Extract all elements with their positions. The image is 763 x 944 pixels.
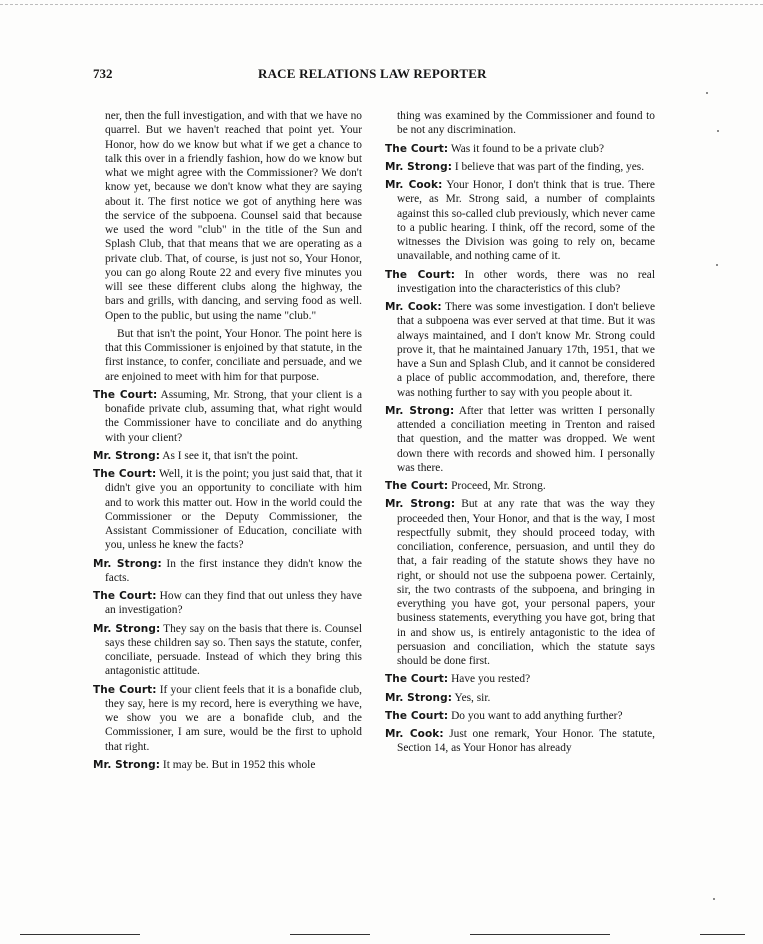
speaker-paragraph (93, 388, 362, 445)
speaker-paragraph (385, 497, 655, 668)
speaker-text: Have you rested? (451, 673, 531, 686)
speaker-paragraph (93, 683, 362, 754)
speaker-paragraph (385, 404, 655, 475)
speaker-paragraph (385, 691, 655, 705)
speaker-label: Mr. Cook: (385, 179, 443, 191)
page-number: 732 (93, 66, 113, 81)
speaker-text: But at any rate that was the way they proceeded then, Your Honor, and that is the way, I most respectfully submit, they should proceed today, with conciliation, conference, persuasion, and until they do that, a fair reading of the statute shows they have no right, or should not use the subpoena power. Certainly, sir, the two contrasts of the subpoena, and bringing in everything you have got, your personal papers, your business statements, everything you have got, bring that in and show us, is entirely antagonistic to the idea of persuasion and conciliation, which the statute says should be done first. (397, 498, 655, 667)
page-header (93, 66, 656, 86)
speaker-label: The Court: (93, 683, 157, 696)
scan-speck (706, 92, 708, 94)
footer-rule (700, 934, 745, 935)
speaker-label: The Court: (93, 388, 158, 401)
speaker-text: Your Honor, I don't think that is true. There were, as Mr. Strong said, a number of complaints against this so-called club previously, which never came to a public hearing. I think, off the record, some of the witnesses the Division was going to rely on, became unavailable, and nothing came of it. (397, 179, 655, 263)
speaker-text: As I see it, that isn't the point. (162, 449, 299, 462)
speaker-paragraph (93, 449, 362, 463)
speaker-paragraph (93, 622, 362, 679)
speaker-paragraph (93, 758, 362, 772)
speaker-text: Proceed, Mr. Strong. (451, 480, 546, 492)
speaker-text: There was some investigation. I don't believe that a subpoena was ever served at that time. But it was always maintained, and I don't know Mr. Strong could prove it, that he maintained January 17th, 1951, that we have a Sun and Splash Club, and it cannot be considered a place of public accommodation, and, therefore, there was nothing further to say with you people about it. (397, 301, 655, 399)
speaker-label: The Court: (385, 709, 449, 722)
footer-rule (290, 934, 370, 935)
speaker-label: Mr. Cook: (385, 301, 442, 313)
paragraph (93, 327, 362, 384)
running-title: RACE RELATIONS LAW REPORTER (258, 66, 487, 81)
speaker-text: Well, it is the point; you just said that, that it didn't give you an opportunity to conciliate with him and to work this matter out. How in the world could the Commissioner or the Deputy Commissioner, the Assistant Commissioner of Education, conciliate with you, unless he knew the facts? (105, 468, 362, 552)
speaker-text: It may be. But in 1952 this whole (162, 758, 316, 771)
speaker-label: Mr. Strong: (93, 758, 161, 771)
speaker-text: If your client feels that it is a bonafide club, they say, here is my record, here is everything we have, we show you we are a bonafide club, and the Commissioner, I am sure, would be the first to uphold that right. (105, 683, 362, 753)
speaker-text: They say on the basis that there is. Counsel says these children say so. Then says the statute, confer, conciliate, persuade. Instead of which they bring this antagonistic attitude. (105, 622, 362, 678)
paragraph-text: ner, then the full investigation, and with that we have no quarrel. But we haven't reached that point yet. Your Honor, how do we know but what if we get a chance to talk this over in a friendly fashion, how do we know but what we might agree with the Commissioner? We don't know yet, because we don't know what they are saying about it. The first notice we got of anything here was the service of the subpoena. Counsel said that because we used the word "club" in the title of the Sun and Splash Club, that that means that we are operating as a private club. That, of course, is just not so, Your Honor, you can go along Route 22 and every five minutes you will see these different clubs along the highway, the bars and grills, with dancing, and serving food as well. Open to the public, but using the name "club." (105, 110, 362, 322)
footer-rule (470, 934, 610, 935)
speaker-label: Mr. Strong: (385, 404, 455, 417)
footer-rule (20, 934, 140, 935)
speaker-text: After that letter was written I personally attended a conciliation meeting in Trenton and raised that question, and the matter was dropped. We went down there with records and showed him. I personally was there. (397, 404, 655, 474)
speaker-text: Yes, sir. (454, 691, 491, 704)
speaker-paragraph (385, 142, 655, 156)
speaker-label: The Court: (93, 590, 157, 602)
speaker-paragraph (385, 300, 655, 400)
speaker-text: In the first instance they didn't know the facts. (105, 557, 362, 584)
speaker-text: I believe that was part of the finding, yes. (454, 160, 645, 173)
speaker-paragraph (385, 727, 655, 756)
scan-speck (713, 898, 715, 900)
paragraph (385, 109, 655, 138)
speaker-paragraph (385, 479, 655, 493)
speaker-paragraph (385, 160, 655, 174)
speaker-label: Mr. Strong: (93, 557, 162, 570)
paragraph-text: thing was examined by the Commissioner and found to be not any discrimination. (397, 110, 655, 137)
speaker-label: The Court: (385, 673, 449, 686)
speaker-label: Mr. Strong: (93, 622, 161, 635)
top-edge-dotted-rule (0, 4, 763, 5)
scan-speck (717, 130, 719, 132)
speaker-text: Do you want to add anything further? (451, 709, 623, 722)
speaker-label: Mr. Strong: (385, 498, 456, 511)
speaker-text: In other words, there was no real investigation into the characteristics of this club? (397, 268, 655, 295)
speaker-label: Mr. Strong: (385, 691, 453, 704)
speaker-paragraph (385, 709, 655, 723)
speaker-label: The Court: (385, 142, 449, 155)
speaker-paragraph (93, 589, 362, 618)
speaker-text: Assuming, Mr. Strong, that your client is a bonafide private club, assuming that, what right would the Commissioner have to conciliate and do anything with your client? (105, 388, 363, 444)
speaker-label: Mr. Cook: (385, 728, 444, 740)
speaker-paragraph (93, 557, 362, 586)
paragraph-text: But that isn't the point, Your Honor. The point here is that this Commissioner is enjoined by that statute, in the first instance, to confer, conciliate and persuade, and we are enjoined to meet with him for that purpose. (105, 327, 362, 383)
speaker-label: The Court: (385, 268, 455, 281)
speaker-label: The Court: (385, 480, 449, 492)
speaker-paragraph (385, 672, 655, 686)
speaker-paragraph (93, 467, 362, 553)
speaker-text: How can they find that out unless they have an investigation? (105, 590, 362, 617)
speaker-paragraph (385, 268, 655, 297)
left-column (93, 109, 362, 776)
right-column (385, 109, 655, 760)
speaker-label: The Court: (93, 468, 157, 480)
speaker-label: Mr. Strong: (385, 160, 453, 173)
speaker-paragraph (385, 178, 655, 264)
paragraph (93, 109, 362, 323)
speaker-text: Was it found to be a private club? (450, 142, 604, 155)
speaker-label: Mr. Strong: (93, 449, 161, 462)
speaker-text: Just one remark, Your Honor. The statute, Section 14, as Your Honor has already (397, 728, 655, 755)
scan-speck (716, 264, 718, 266)
